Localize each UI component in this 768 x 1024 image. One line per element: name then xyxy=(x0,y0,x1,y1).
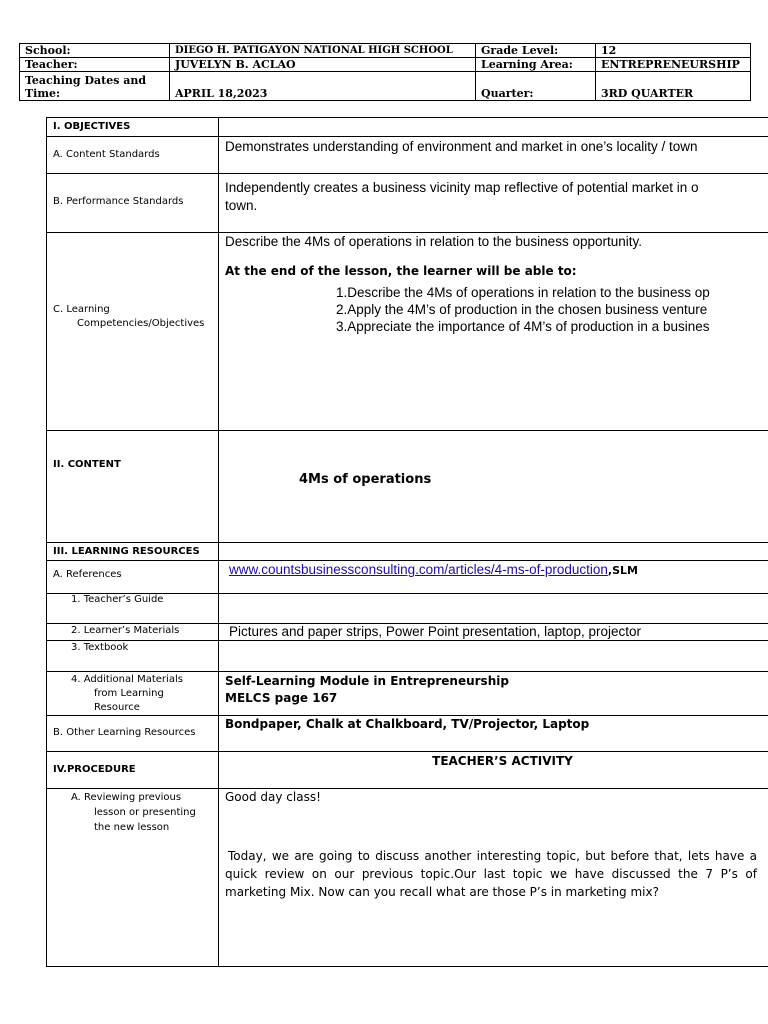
performance-line1: Independently creates a business vicinity map reflective of potential market in o xyxy=(225,180,699,195)
additional-text-2: MELCS page 167 xyxy=(225,691,338,705)
reference-suffix: ,SLM xyxy=(607,564,638,577)
content-standards-text: Demonstrates understanding of environment and market in one’s locality / town xyxy=(219,137,768,174)
additional-text-1: Self-Learning Module in Entrepreneurship xyxy=(225,674,509,688)
competency-text: Describe the 4Ms of operations in relation to the business opportunity. xyxy=(225,234,642,249)
learners-label xyxy=(47,624,219,641)
objective-item-1: 1.Describe the 4Ms of operations in relation to the business op xyxy=(336,285,710,300)
competencies-cell xyxy=(219,233,768,431)
quarter-label: Quarter: xyxy=(476,72,596,101)
procedure-heading: IV.PROCEDURE xyxy=(47,752,219,789)
teachers-guide-empty xyxy=(219,594,768,624)
objectives-heading: I. OBJECTIVES xyxy=(47,118,219,137)
teacher-label: Teacher: xyxy=(20,58,170,72)
teacher-value: JUVELYN B. ACLAO xyxy=(170,58,476,72)
objectives-heading-empty xyxy=(219,118,768,137)
area-value: ENTREPRENEURSHIP xyxy=(596,58,751,72)
references-cell xyxy=(219,561,768,594)
other-resources-text: Bondpaper, Chalk at Chalkboard, TV/Projector, Laptop xyxy=(219,716,768,752)
additional-label-line2: from Learning xyxy=(94,688,164,699)
additional-label xyxy=(47,672,219,716)
dates-label-line1: Teaching Dates and xyxy=(25,74,147,87)
review-label-line1: A. Reviewing previous xyxy=(71,792,182,803)
competencies-label xyxy=(47,233,219,431)
other-resources-label: B. Other Learning Resources xyxy=(47,716,219,752)
performance-standards-text xyxy=(219,174,768,233)
references-label: A. References xyxy=(47,561,219,594)
content-heading: II. CONTENT xyxy=(47,431,219,543)
grade-label: Grade Level: xyxy=(476,44,596,58)
reference-link[interactable]: www.countsbusinessconsulting.com/articles/4-ms-of-production xyxy=(229,562,608,577)
objective-item-3: 3.Appreciate the importance of 4M’s of production in a busines xyxy=(336,319,710,334)
competencies-label-line2: Competencies/Objectives xyxy=(77,318,205,329)
performance-standards-label: B. Performance Standards xyxy=(47,174,219,233)
school-value: DIEGO H. PATIGAYON NATIONAL HIGH SCHOOL xyxy=(170,44,476,58)
end-of-lesson: At the end of the lesson, the learner will be able to: xyxy=(225,264,577,278)
resources-heading: III. LEARNING RESOURCES xyxy=(47,543,219,561)
greeting-text: Good day class! xyxy=(225,790,321,804)
competencies-label-line1: C. Learning xyxy=(53,304,110,315)
review-text: Today, we are going to discuss another interesting topic, but before that, lets have a quick review on our previous topic.Our last topic we have discussed the 7 P’s of marketing Mix. Now can you recall what are those P’s in marketing mix? xyxy=(225,849,757,899)
review-cell xyxy=(219,789,768,967)
review-label xyxy=(47,789,219,967)
objective-item-2: 2.Apply the 4M’s of production in the chosen business venture xyxy=(336,302,708,317)
performance-line2: town. xyxy=(225,198,258,213)
learners-text: Pictures and paper strips, Power Point presentation, laptop, projector xyxy=(219,624,768,641)
quarter-value: 3RD QUARTER xyxy=(596,72,751,101)
textbook-text: 3. Textbook xyxy=(71,642,129,653)
teacher-activity-heading: TEACHER’S ACTIVITY xyxy=(219,752,768,789)
textbook-empty xyxy=(219,641,768,672)
header-table xyxy=(19,43,751,101)
learners-label-text: 2. Learner’s Materials xyxy=(71,625,180,636)
review-label-line3: the new lesson xyxy=(94,822,170,833)
teachers-guide-label xyxy=(47,594,219,624)
grade-value: 12 xyxy=(596,44,751,58)
dates-value: APRIL 18,2023 xyxy=(170,72,476,101)
dates-label xyxy=(20,72,170,101)
additional-label-line3: Resource xyxy=(94,702,140,713)
dates-label-line2: Time: xyxy=(25,87,61,100)
school-label: School: xyxy=(20,44,170,58)
review-label-line2: lesson or presenting xyxy=(94,807,196,818)
textbook-label xyxy=(47,641,219,672)
additional-cell xyxy=(219,672,768,716)
lesson-plan-table xyxy=(46,117,768,967)
area-label: Learning Area: xyxy=(476,58,596,72)
content-standards-label: A. Content Standards xyxy=(47,137,219,174)
resources-heading-empty xyxy=(219,543,768,561)
teachers-guide-text: 1. Teacher’s Guide xyxy=(71,594,164,605)
additional-label-line1: 4. Additional Materials xyxy=(71,674,183,685)
content-text: 4Ms of operations xyxy=(219,431,768,543)
